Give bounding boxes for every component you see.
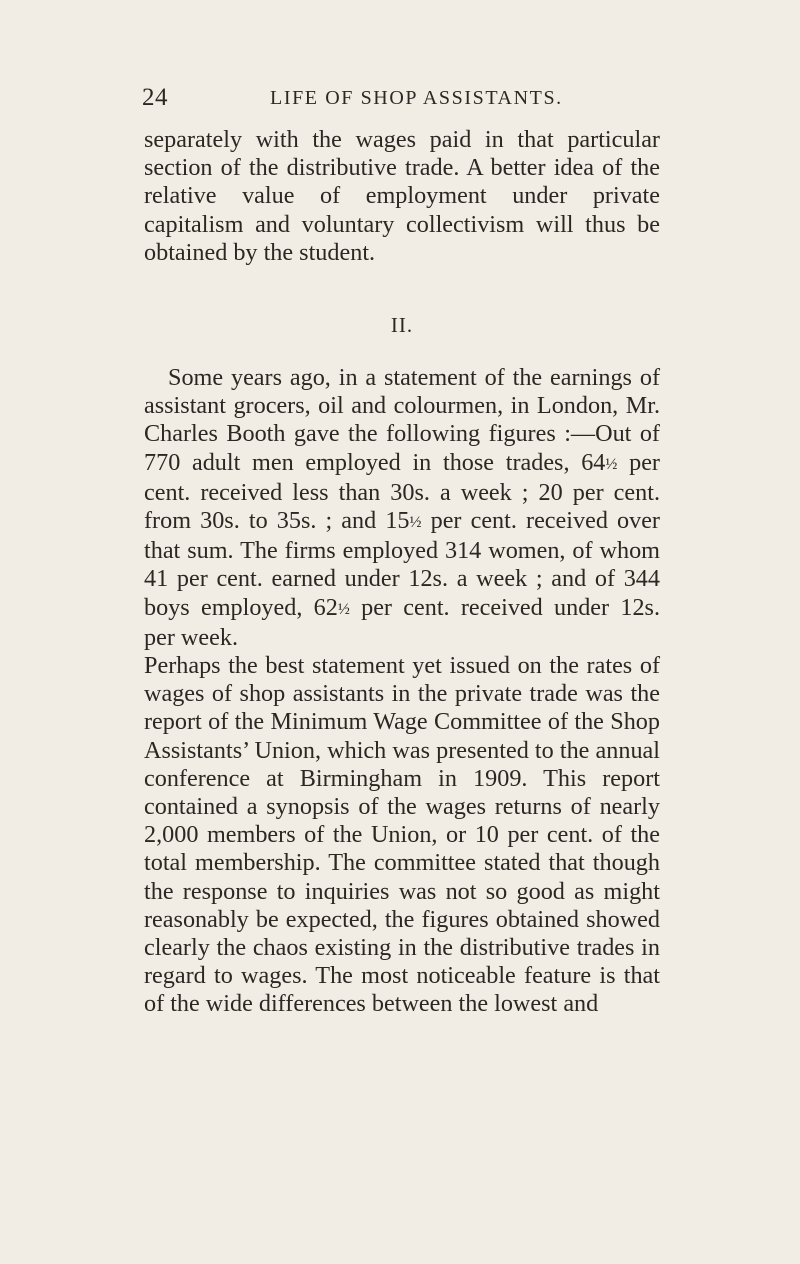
paragraph-continuation: separately with the wages paid in that particular section of the distributive trade. A better idea of the relative value of employment under private capitalism and voluntary collectivism will thus be obtained by the student. [144, 126, 660, 266]
text-run: per cent. received less than 30s. a week ; 20 per cent. from 30s. to 35s. ; and 15 [144, 448, 660, 535]
page-number: 24 [142, 84, 168, 111]
fraction: ½ [605, 455, 618, 473]
fraction: ½ [409, 514, 422, 532]
paragraph-minimum-wage-report: Perhaps the best statement yet issued on the rates of wages of shop assistants in the private trade was the report of the Minimum Wage Committee of the Shop Assistants’ Union, which was presented to the annual conference at Birmingham in 1909. This report contained a synopsis of the wages returns of nearly 2,000 members of the Union, or 10 per cent. of the total membership. The committee stated that though the response to inquiries was not so good as might reasonably be expected, the figures obtained showed clearly the chaos existing in the distributive trades in regard to wages. The most noticeable feature is that of the wide differences between the lowest and [144, 652, 660, 1018]
text-run: per cent. received under 12s. per week. [144, 593, 660, 651]
running-head [142, 84, 658, 114]
section-heading: II. [390, 313, 414, 337]
text-run: Some years ago, in a statement of the earnings of assistant grocers, oil and colourmen, in London, Mr. Charles Booth gave the following figures :—Out of 770 adult men employed in those trades, 64 [144, 364, 660, 476]
paragraph-booth-figures [144, 364, 660, 652]
text-run: per cent. received over that sum. The firms employed 314 women, of whom 41 per cent. earned under 12s. a week ; and of 344 boys employed, 62 [144, 507, 660, 621]
running-title: LIFE OF SHOP ASSISTANTS. [270, 87, 563, 109]
section-body [144, 364, 660, 1019]
fraction: ½ [337, 600, 350, 618]
